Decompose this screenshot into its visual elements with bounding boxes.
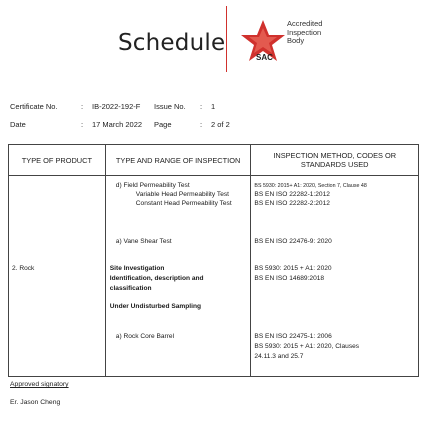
approved-signatory-label: Approved signatory [10,381,69,388]
table-row [9,176,419,377]
separator: : [81,102,84,111]
page-title: Schedule [118,30,226,56]
accreditation-text: Accredited Inspection Body [287,19,323,46]
product-cell [9,176,106,377]
list-item: BS 5930: 2015+ A1: 2020, Section 7, Clause 48 [254,183,367,189]
separator: : [200,120,203,129]
separator: : [81,120,84,129]
section-heading: Under Undisturbed Sampling [109,303,201,310]
issue-value: 1 [211,102,216,111]
certificate-value: IB-2022-192-F [92,102,141,111]
schedule-table [8,144,419,377]
list-item: BS 5930: 2015 + A1: 2020, Clauses [254,343,360,350]
sac-mark: SAC [256,53,273,62]
separator: : [200,102,203,111]
page-label: Page [154,120,172,129]
list-item: Constant Head Permeability Test [135,200,232,207]
list-item: d) Field Permeability Test [115,182,190,189]
list-item: BS 5930: 2015 + A1: 2020 [254,265,332,272]
list-item: BS EN ISO 22282-1:2012 [254,191,330,198]
table-header-row [9,145,419,176]
list-item: BS EN ISO 22282-2:2012 [254,200,330,207]
list-item: BS EN ISO 22476-9: 2020 [254,238,332,245]
signatory-name: Er. Jason Cheng [10,399,61,406]
inspection-cell [105,176,251,377]
section-heading: Identification, description and [109,275,204,282]
section-heading: Site Investigation [109,265,165,272]
certificate-label: Certificate No. [10,102,58,111]
list-item: Variable Head Permeability Test [135,191,229,198]
list-item: BS EN ISO 22475-1: 2006 [254,333,332,340]
list-item: a) Vane Shear Test [115,238,172,245]
product-name: 2. Rock [12,265,35,272]
page-value: 2 of 2 [211,120,230,129]
list-item: a) Rock Core Barrel [115,333,175,340]
method-cell [251,176,419,377]
date-label: Date [10,120,26,129]
divider-line [226,6,227,72]
date-value: 17 March 2022 [92,120,143,129]
header-type-of-product: TYPE OF PRODUCT [9,145,106,176]
header-type-and-range: TYPE AND RANGE OF INSPECTION [105,145,251,176]
issue-label: Issue No. [154,102,186,111]
list-item: BS EN ISO 14689:2018 [254,275,325,282]
list-item: 24.11.3 and 25.7 [254,353,304,360]
section-heading: classification [109,285,152,292]
header-inspection-method: INSPECTION METHOD, CODES OR STANDARDS USED [251,145,419,176]
